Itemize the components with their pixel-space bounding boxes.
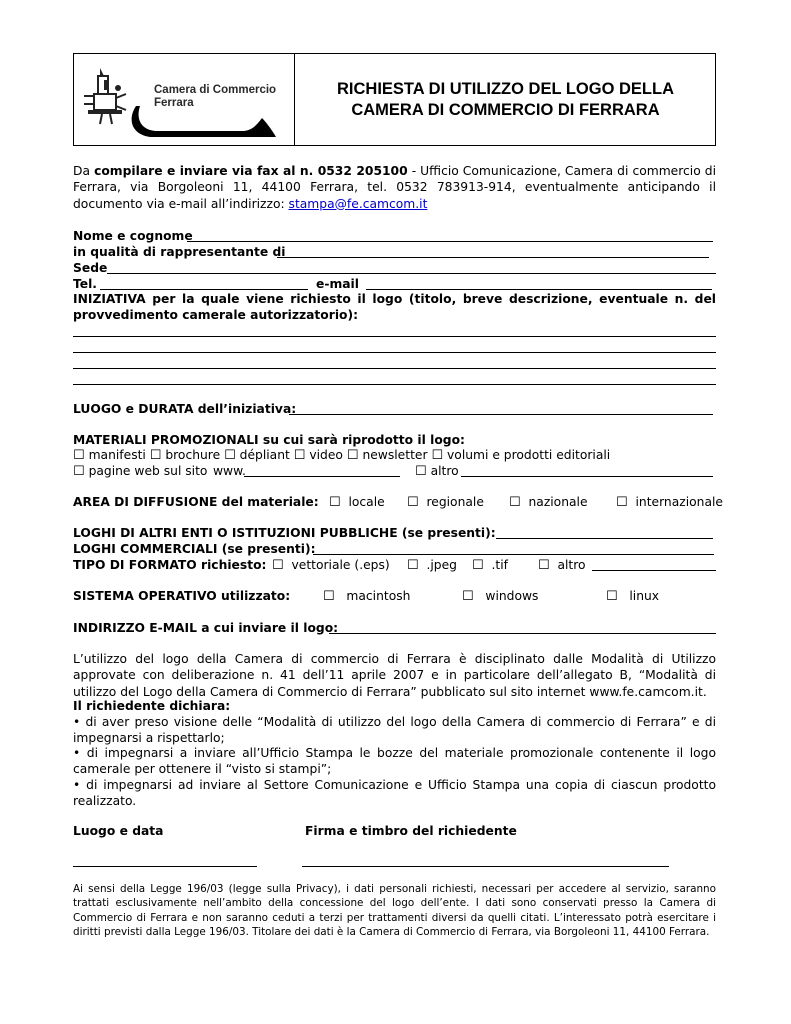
materiali-label: MATERIALI PROMOZIONALI su cui sarà riprodotto il logo: [73, 433, 465, 447]
loghi-commerciali-row [73, 541, 716, 557]
luogo-durata-label: LUOGO e DURATA dell’iniziativa: [73, 402, 297, 416]
luogo-durata-row [73, 401, 716, 417]
loghi-enti-label: LOGHI DI ALTRI ENTI O ISTITUZIONI PUBBLICHE (se presenti): [73, 526, 496, 540]
checkbox-internazionale[interactable]: ☐ internazionale [616, 495, 723, 510]
disciplina-paragraph: L’utilizzo del logo della Camera di commercio di Ferrara è disciplinato dalle Modalità di Utilizzo approvate con deliberazione n. 41 dell’11 aprile 2007 e in particolare dell’allegato B, “Modalità di utilizzo del Logo della Camera di Commercio di Ferrara” pubblicato sul sito internet www.fe.camcom.it. [73, 652, 716, 699]
email-field[interactable] [366, 289, 712, 290]
iniziativa-line-1[interactable] [73, 336, 716, 337]
firma-field[interactable] [302, 866, 669, 867]
luogo-data-label: Luogo e data [73, 824, 164, 838]
checkbox-newsletter[interactable]: ☐ newsletter [346, 448, 428, 463]
indirizzo-label: INDIRIZZO E-MAIL a cui inviare il logo: [73, 621, 339, 635]
sede-label: Sede [73, 261, 108, 275]
checkbox-pagine-web[interactable]: ☐ pagine web sul sito [73, 464, 208, 479]
nome-field[interactable] [187, 241, 713, 242]
checkbox-video[interactable]: ☐ video [293, 448, 343, 463]
checkbox-linux[interactable]: ☐ linux [606, 589, 660, 604]
qualita-field[interactable] [277, 257, 709, 258]
firma-label: Firma e timbro del richiedente [305, 824, 517, 838]
checkbox-regionale[interactable]: ☐ regionale [407, 495, 484, 510]
header-box [73, 53, 716, 146]
area-row [73, 494, 723, 510]
sede-field[interactable] [107, 273, 716, 274]
sistema-label: SISTEMA OPERATIVO utilizzato: [73, 589, 291, 603]
checkbox-jpeg[interactable]: ☐ .jpeg [407, 558, 457, 573]
dichiara-title: Il richiedente dichiara: [73, 699, 231, 713]
checkbox-altro-materiali[interactable]: ☐ altro [415, 464, 459, 479]
tel-row [73, 276, 716, 292]
page-title: RICHIESTA DI UTILIZZO DEL LOGO DELLA CAMERA DI COMMERCIO DI FERRARA [336, 79, 675, 119]
luogo-durata-field[interactable] [289, 414, 713, 415]
intro-paragraph: Da compilare e inviare via fax al n. 0532 205100 - Ufficio Comunicazione, Camera di commercio di Ferrara, via Borgoleoni 11, 44100 Ferrara, tel. 0532 783913-914, eventualmente anticipando il documento via e-mail all’indirizzo: stampa@fe.camcom.it [73, 164, 716, 211]
loghi-enti-row [73, 525, 716, 541]
formato-row [73, 557, 716, 573]
dichiara-item-2: • di impegnarsi a inviare all’Ufficio Stampa le bozze del materiale promozionale contenente il logo camerale per ottenere il “visto si stampi”; [73, 746, 716, 777]
sistema-row [73, 588, 716, 604]
checkbox-manifesti[interactable]: ☐ manifesti [73, 448, 146, 463]
altro-materiali-field[interactable] [461, 476, 713, 477]
indirizzo-row [73, 620, 716, 636]
checkbox-brochure[interactable]: ☐ brochure [149, 448, 221, 463]
qualita-row [73, 244, 716, 260]
sede-row [73, 260, 716, 276]
email-label: e-mail [316, 277, 359, 291]
iniziativa-label: INIZIATIVA per la quale viene richiesto il logo (titolo, breve descrizione, eventuale n. del provvedimento camerale autorizzatorio): [73, 292, 716, 323]
iniziativa-line-3[interactable] [73, 368, 716, 369]
indirizzo-field[interactable] [329, 633, 716, 634]
logo-text: Camera di Commercio Ferrara [154, 84, 277, 109]
checkbox-altro-formato[interactable]: ☐ altro [538, 558, 586, 573]
email-link[interactable]: stampa@fe.camcom.it [288, 196, 428, 211]
formato-label: TIPO DI FORMATO richiesto: [73, 558, 267, 572]
www-label: www. [213, 464, 246, 478]
altro-formato-field[interactable] [592, 570, 716, 571]
checkbox-tif[interactable]: ☐ .tif [472, 558, 508, 573]
materiali-row-2 [73, 463, 716, 479]
www-field[interactable] [244, 476, 400, 477]
materiali-row-1 [73, 447, 716, 463]
dichiara-item-3: • di impegnarsi ad inviare al Settore Comunicazione e Ufficio Stampa una copia di ciascun prodotto realizzato. [73, 778, 716, 809]
loghi-enti-field[interactable] [496, 538, 713, 539]
privacy-notice: Ai sensi della Legge 196/03 (legge sulla Privacy), i dati personali richiesti, necessari per accedere al servizio, saranno trattati esclusivamente nell’ambito della concessione del logo dell’ente. I dati sono conservati presso la Camera di Commercio di Ferrara e non saranno ceduti a terzi per trattamenti diversi da quelli citati. L’interessato potrà esercitare i diritti previsti dalla Legge 196/03. Titolare dei dati è la Camera di Commercio di Ferrara, via Borgoleoni 11, 44100 Ferrara. [73, 883, 716, 939]
loghi-commerciali-label: LOGHI COMMERCIALI (se presenti): [73, 542, 316, 556]
tel-label: Tel. [73, 277, 97, 291]
checkbox-windows[interactable]: ☐ windows [462, 589, 539, 604]
dichiara-item-1: • di aver preso visione delle “Modalità di utilizzo del logo della Camera di commercio di Ferrara” e di impegnarsi a rispettarlo; [73, 715, 716, 746]
checkbox-nazionale[interactable]: ☐ nazionale [509, 495, 588, 510]
area-label: AREA DI DIFFUSIONE del materiale: [73, 495, 319, 509]
nome-label: Nome e cognome [73, 229, 193, 243]
nome-row [73, 228, 716, 244]
tel-field[interactable] [100, 289, 308, 290]
chamber-logo [80, 62, 285, 138]
checkbox-locale[interactable]: ☐ locale [329, 495, 385, 510]
qualita-label: in qualità di rappresentante di [73, 245, 286, 259]
luogo-data-field[interactable] [73, 866, 257, 867]
checkbox-depliant[interactable]: ☐ dépliant [224, 448, 290, 463]
checkbox-eps[interactable]: ☐ vettoriale (.eps) [272, 558, 390, 573]
logo-swoosh-icon [126, 104, 286, 140]
checkbox-macintosh[interactable]: ☐ macintosh [323, 589, 411, 604]
iniziativa-line-2[interactable] [73, 352, 716, 353]
loghi-commerciali-field[interactable] [313, 554, 714, 555]
checkbox-volumi[interactable]: ☐ volumi e prodotti editoriali [431, 448, 611, 463]
header-divider [294, 54, 295, 145]
iniziativa-line-4[interactable] [73, 384, 716, 385]
